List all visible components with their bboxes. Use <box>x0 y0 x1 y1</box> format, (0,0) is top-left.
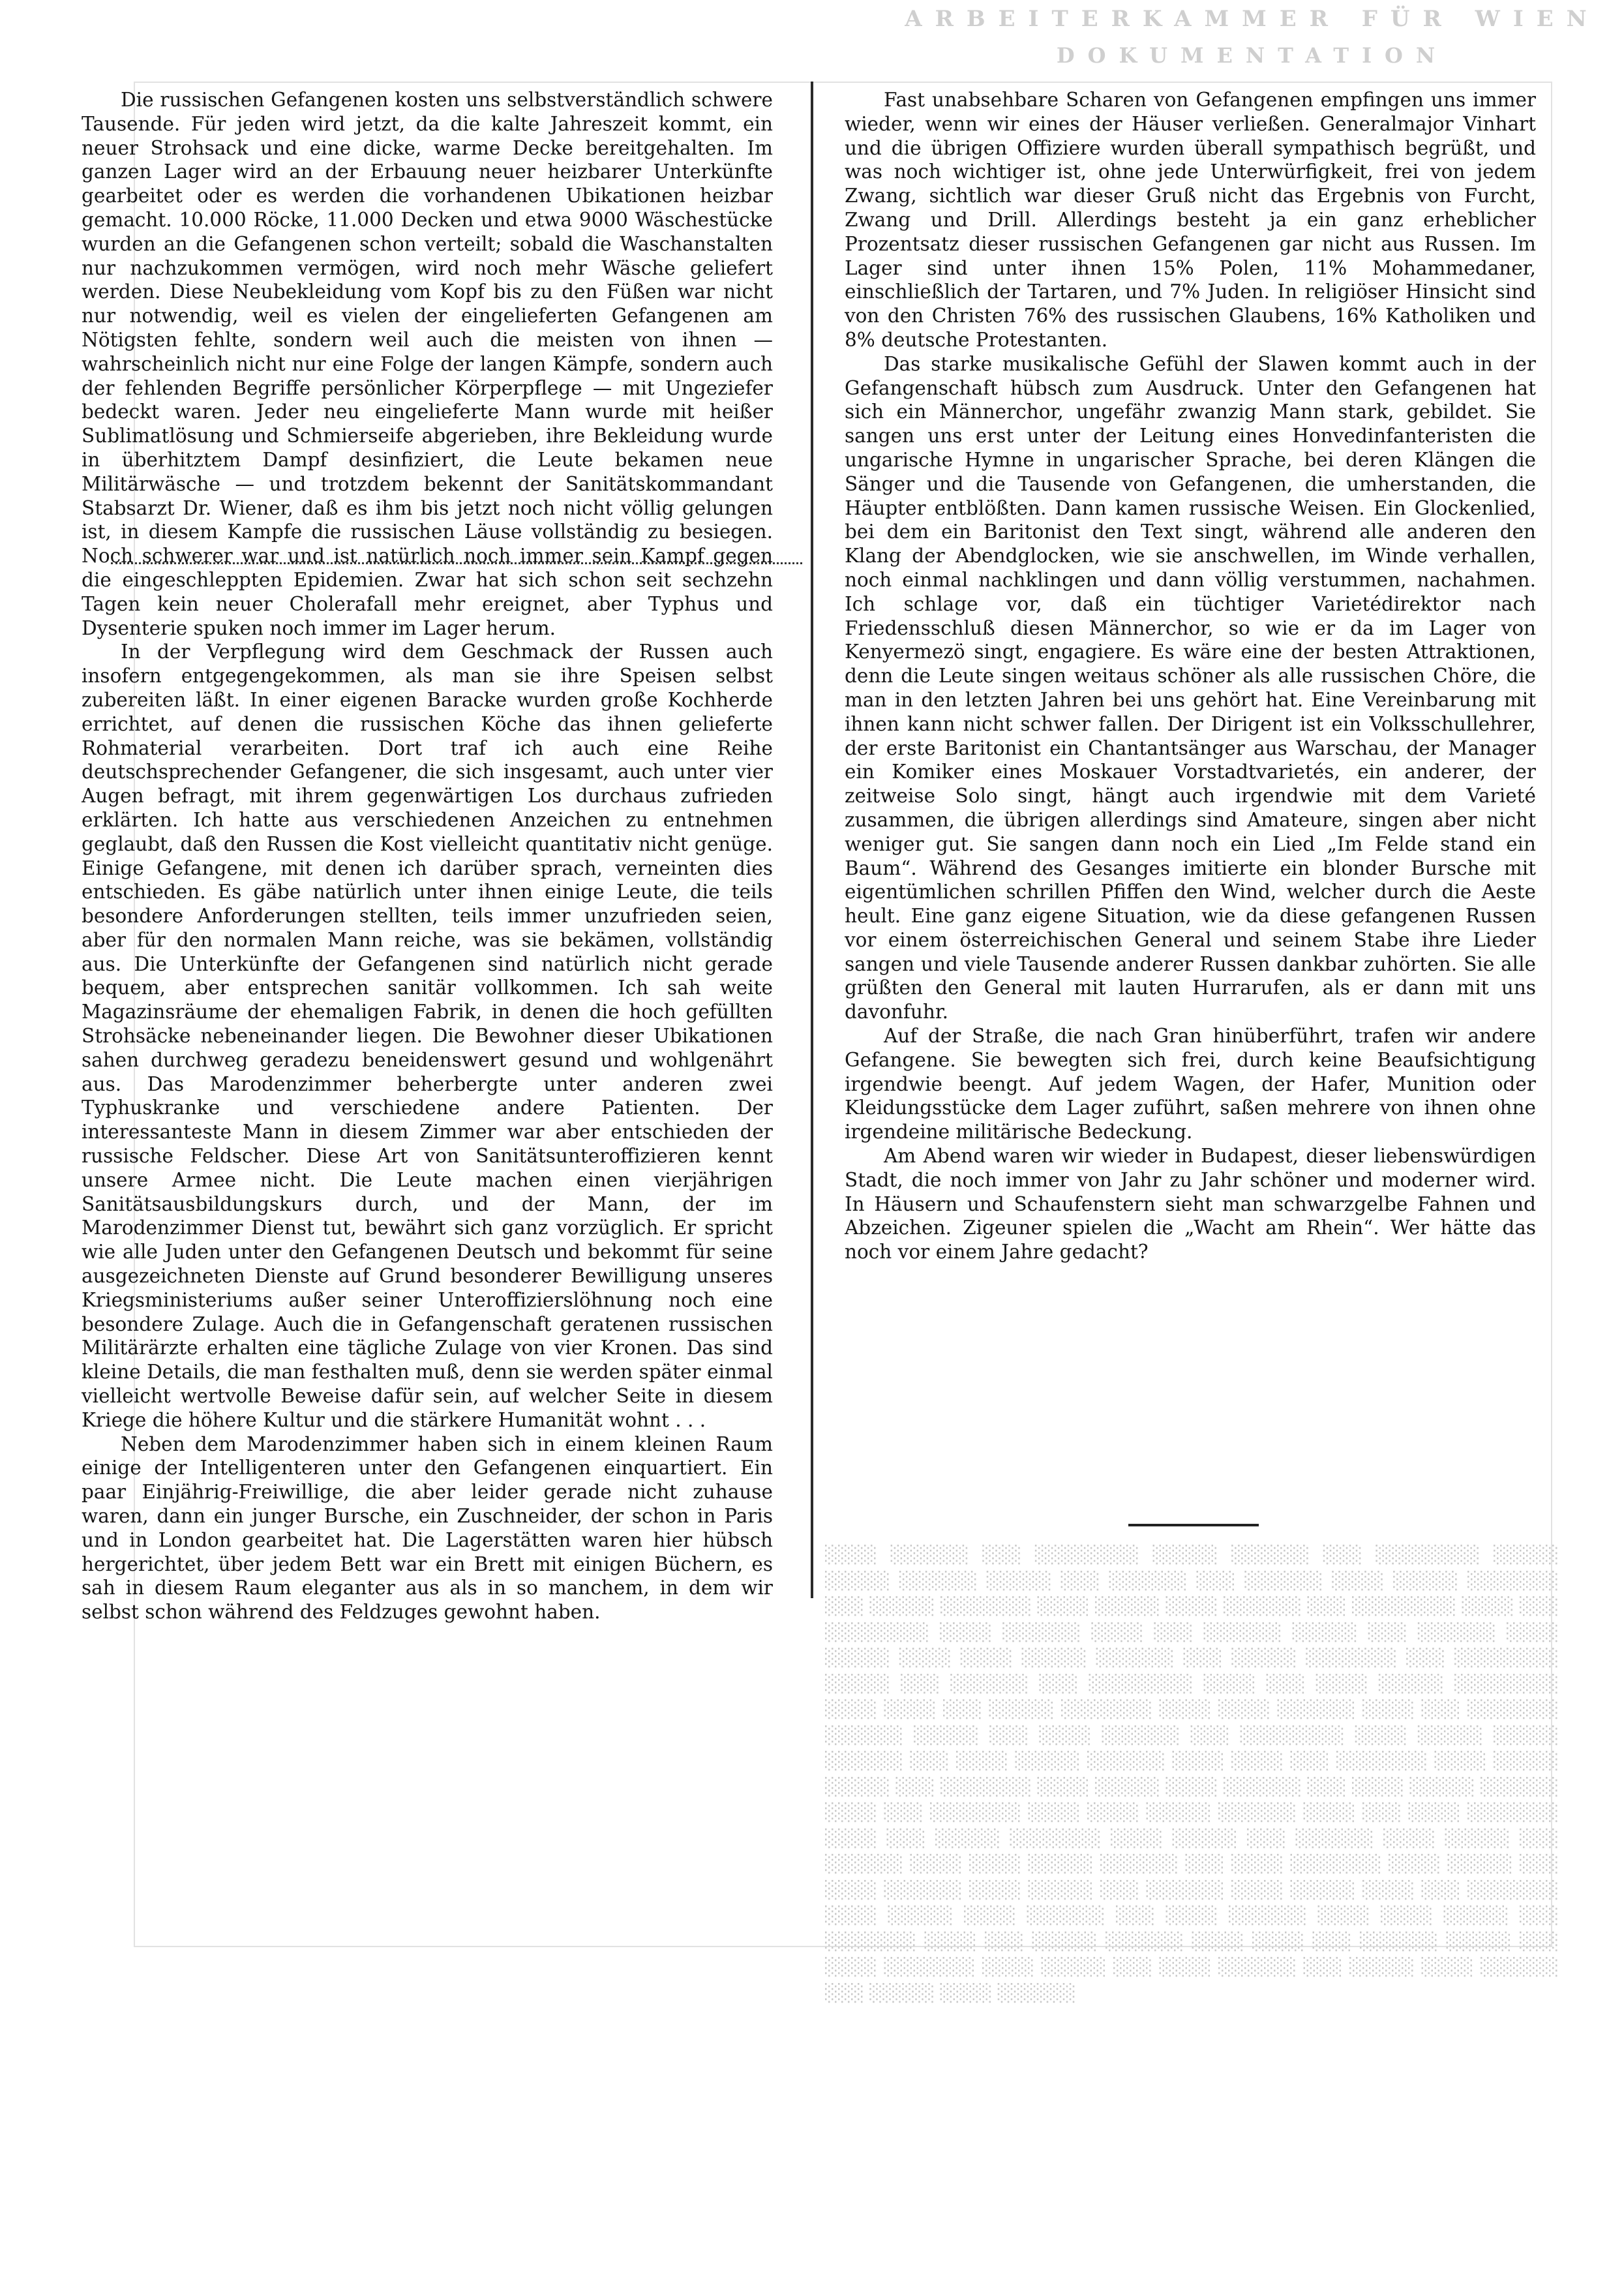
archive-stamp-line2: DOKUMENTATION <box>1056 43 1449 68</box>
paragraph: Am Abend waren wir wieder in Budapest, dieser liebenswürdigen Stadt, die noch immer von Jahr zu Jahr schöner und moderner wird. In Häusern und Schaufenstern sieht man schwarzgelbe Fahnen und Abzeichen. Zigeuner spielen die „Wacht am Rhein“. Wer hätte das noch vor einem Jahre gedacht? <box>845 1145 1536 1264</box>
paragraph: Die russischen Gefangenen kosten uns selbstverständlich schwere Tausende. Für jeden wird jetzt, da die kalte Jahreszeit kommt, ein neuer Strohsack und eine dicke, warme Decke bereitgehalten. Im ganzen Lager wird an der Erbauung neuer heizbarer Unterkünfte gearbeitet oder es werden die vorhandenen Ubikationen heizbar gemacht. 10.000 Röcke, 11.000 Decken und etwa 9000 Wäschestücke wurden an die Gefangenen schon verteilt; sobald die Waschanstalten nur nachzukommen vermögen, wird noch mehr Wäsche geliefert werden. Diese Neubekleidung vom Kopf bis zu den Füßen war nicht nur notwendig, weil es vielen der eingelieferten Gefangenen am Nötigsten fehlte, sondern weil auch die meisten von ihnen — wahrscheinlich nicht nur eine Folge der langen Kämpfe, sondern auch der fehlenden Begriffe persönlicher Körperpflege — mit Ungeziefer bedeckt waren. Jeder neu eingelieferte Mann wurde mit heißer Sublimatlösung und Schmierseife abgerieben, ihre Bekleidung wurde in überhitztem Dampf desinfiziert, die Leute bekamen neue Militärwäsche — und trotzdem bekennt der Sanitätskommandant Stabsarzt Dr. Wiener, daß es ihm bis jetzt noch nicht völlig gelungen ist, in diesem Kampfe die russischen Läuse vollständig zu besiegen. Noch schwerer war und ist natürlich noch immer sein Kampf gegen die eingeschleppten Epidemien. Zwar hat sich schon seit sechzehn Tagen kein neuer Cholerafall mehr ereignet, aber Typhus und Dysenterie spuken noch immer im Lager herum. <box>82 89 773 639</box>
paragraph: Fast unabsehbare Scharen von Gefangenen empfingen uns immer wieder, wenn wir eines der Häuser verließen. Generalmajor Vinhart und die übrigen Offiziere wurden überall sympathisch begrüßt, und was noch wichtiger ist, ohne jede Unterwürfigkeit, frei von jedem Zwang, sichtlich war dieser Gruß nicht das Ergebnis von Furcht, Zwang und Drill. Allerdings besteht ja ein ganz erheblicher Prozentsatz dieser russischen Gefangenen gar nicht aus Russen. Im Lager sind unter ihnen 15% Polen, 11% Mohammedaner, einschließlich der Tartaren, und 7% Juden. In religiöser Hinsicht sind von den Christen 76% des russischen Glaubens, 16% Katholiken und 8% deutsche Protestanten. <box>845 89 1536 351</box>
column-divider <box>811 82 813 1598</box>
paragraph: Auf der Straße, die nach Gran hinüberführt, trafen wir andere Gefangene. Sie bewegten sich frei, durch keine Beaufsichtigung irgendwie beengt. Auf jedem Wagen, der Hafer, Munition oder Kleidungsstücke dem Lager zuführt, saßen mehrere von ihnen ohne irgendeine militärische Bedeckung. <box>845 1025 1536 1144</box>
archive-stamp-line1: ARBEITERKAMMER FÜR WIEN <box>905 6 1600 32</box>
paragraph: In der Verpflegung wird dem Geschmack der Russen auch insofern entgegengekommen, als man sie ihre Speisen selbst zubereiten läßt. In einer eigenen Baracke wurden große Kochherde errichtet, auf denen die russischen Köche das ihnen gelieferte Rohmaterial verarbeiten. Dort traf ich auch eine Reihe deutschsprechender Gefangener, die sich insgesamt, auch unter vier Augen befragt, mit ihrem gegenwärtigen Los durchaus zufrieden erklärten. Ich hatte aus verschiedenen Anzeichen zu entnehmen geglaubt, daß den Russen die Kost vielleicht quantitativ nicht genüge. Einige Gefangene, mit denen ich darüber sprach, verneinten dies entschieden. Es gäbe natürlich unter ihnen einige Leute, die teils besondere Anforderungen stellten, teils immer unzufrieden seien, aber für den normalen Mann reiche, was sie bekämen, vollständig aus. Die Unterkünfte der Gefangenen sind natürlich nicht gerade bequem, aber entsprechen sanitär vollkommen. Ich sah weite Magazinsräume der ehemaligen Fabrik, in denen die hoch gefüllten Strohsäcke nebeneinander liegen. Die Bewohner dieser Ubikationen sahen durchweg geradezu beneidenswert gesund und wohlgenährt aus. Das Marodenzimmer beherbergte unter anderen zwei Typhuskranke und verschiedene andere Patienten. Der interessanteste Mann in diesem Zimmer war aber entschieden der russische Feldscher. Diese Art von Sanitätsunteroffizieren kennt unsere Armee nicht. Die Leute machen einen vierjährigen Sanitätsausbildungskurs durch, und der Mann, der im Marodenzimmer Dienst tut, bewährt sich ganz vorzüglich. Er spricht wie alle Juden unter den Gefangenen Deutsch und bekommt für seine ausgezeichneten Dienste auf Grund besonderer Bewilligung unseres Kriegsministeriums außer seiner Unteroffizierslöhnung noch eine besondere Zulage. Auch die in Gefangenschaft geratenen russischen Militärärzte erhalten eine tägliche Zulage von vier Kronen. Das sind kleine Details, die man festhalten muß, denn sie werden später einmal vielleicht wertvolle Beweise dafür sein, auf welcher Seite in diesem Kriege die höhere Kultur und die stärkere Humanität wohnt . . . <box>82 641 773 1431</box>
article-column-left <box>82 88 773 1624</box>
article-column-right <box>845 88 1536 1264</box>
archive-stamp <box>894 0 1611 72</box>
paragraph: Das starke musikalische Gefühl der Slawen kommt auch in der Gefangenschaft hübsch zum Ausdruck. Unter den Gefangenen hat sich ein Männerchor, ungefähr zwanzig Mann stark, gebildet. Sie sangen uns erst unter der Leitung eines Honvedinfanteristen die ungarische Hymne in ungarischer Sprache, bei deren Klängen die Sänger und die Tausende von Gefangenen, die umherstanden, die Häupter entblößten. Dann kamen russische Weisen. Ein Glockenlied, bei dem ein Baritonist den Text singt, während alle anderen den Klang der Abendglocken, wie sie anschwellen, im Winde verhallen, noch einmal nachklingen und dann völlig verstummen, nachahmen. Ich schlage vor, daß ein tüchtiger Varietédirektor nach Friedensschluß diesen Männerchor, so wie er da im Lager von Kenyermezö singt, engagiere. Es wäre eine der besten Attraktionen, denn die Leute singen weitaus schöner als alle russischen Chöre, die man in den letzten Jahren bei uns gehört hat. Eine Vereinbarung mit ihnen kann nicht schwer fallen. Der Dirigent ist ein Volksschullehrer, der erste Baritonist ein Chantantsänger aus Warschau, der Manager ein Komiker eines Moskauer Vorstadtvarietés, ein anderer, der zeitweise Solo singt, hängt auch irgendwie mit dem Varieté zusammen, die übrigen allerdings sind Amateure, singen aber nicht weniger gut. Sie sangen dann noch ein Lied „Im Felde stand ein Baum“. Während des Gesanges imitierte ein blonder Bursche mit eigentümlichen schrillen Pfiffen den Wind, welcher durch die Aeste heult. Eine ganz eigene Situation, wie da diese gefangenen Russen vor einem österreichischen General und seinem Stabe ihre Lieder sangen und viele Tausende anderer Russen dankbar zuhörten. Sie alle grüßten den General mit lauten Hurrarufen, als er dann mit uns davonfuhr. <box>845 352 1536 1023</box>
paragraph: Neben dem Marodenzimmer haben sich in einem kleinen Raum einige der Intelligenteren unter den Gefangenen einquartiert. Ein paar Einjährig-Freiwillige, die aber leider gerade nicht zuhause waren, dann ein junger Bursche, ein Zuschneider, der schon in Paris und in London gearbeitet hat. Die Lagerstätten waren hier hübsch hergerichtet, über jedem Bett war ein Brett mit einigen Büchern, es sah in diesem Raum eleganter aus als in so manchem, in dem wir selbst schon während des Feldzuges gewohnt haben. <box>82 1432 773 1624</box>
bleed-through-text: ░░░░ ░░░░░░ ░░░ ░░░░░░░░ ░░░░░ ░░░░░░ ░░░ ░░░░░░░░ ░░░░░ ░░░░░ ░░░░░░ ░░░░░ ░░░ ░░░░░░ ░░░ ░░░░░░ ░░░░ ░░░░░ ░░░░░░░ ░░░ ░░░░░ ░░░░░░░ ░░░░ ░░░░░ ░░░░ ░░░░░░ ░░░ ░░░░░░░░ ░░░░ ░░░ ░░░░░░░░ ░░░░ ░░░░░░ ░░░░ ░░░ ░░░░░░ ░░░░░ ░░░ ░░░░░░ ░░░░ ░░░░░ ░░░░ ░░░░ ░░░░░ ░░░░░░ ░░░ ░░░░░ ░░░░░░░ ░░░ ░░░░░░░░ ░░░░░ ░░░ ░░░░░░ ░░░ ░░░░░░░░ ░░░░ ░░░ ░░░░ ░░░░░ ░░░░░░░░ ░░░░ ░░░░ ░░░ ░░░░░ ░░░░░░░ ░░░░ ░░░░ ░░░░░░ ░░░░ ░░░ ░░░░░░░ ░░░░░░ ░░░░░ ░░░ ░░░░ ░░░░░░ ░░░ ░░░░░░░░ ░░░░ ░░░░░ ░░░░░ ░░░░░░ ░░░ ░░░░ ░░░░░ ░░░░░░ ░░░░ ░░░░ ░░░ ░░░░░░░ ░░░░ ░░░░░ ░░░░░ ░░░ ░░░░░░░ ░░░░ ░░░░░ ░░░░ ░░░░░░ ░░░ ░░░░ ░░░░░ ░░░░░░ ░░░░ ░░░ ░░░░░░░ ░░░░ ░░░░ ░░░░░ ░░░░░░ ░░░░ ░░░ ░░░░ ░░░░░░░ ░░░░ ░░░ ░░░░░ ░░░░░░░ ░░░░ ░░░░░ ░░░ ░░░░░░ ░░░░ ░░░░░ ░░░ ░░░░░░ ░░░░ ░░░░ ░░░░░ ░░░░░░ ░░░ ░░░░ ░░░░░░░ ░░░░ ░░░░░ ░░░ ░░░░ ░░░░░░ ░░░░ ░░░░░ ░░░ ░░░░░░ ░░░░ ░░░░░ ░░░░ ░░░ ░░░░░░░ ░░░░ ░░░░░ ░░░░ ░░░░░░ ░░░ ░░░░ ░░░░░░ ░░░░ ░░░░ ░░░░░ ░░░ ░░░░░░░ ░░░░ ░░░ ░░░░░ ░░░░░░ ░░░░ ░░░░ ░░░ ░░░░░░ ░░░░░ ░░░ ░░░░ ░░░░░░░ ░░░░ ░░░░░ ░░░ ░░░░ ░░░░░░ ░░░ ░░░░░ ░░░░ ░░░░░░ ░░░ ░░░░░ ░░░░ ░░░░░░ <box>825 1545 1559 2003</box>
article-end-rule <box>1128 1524 1259 1526</box>
